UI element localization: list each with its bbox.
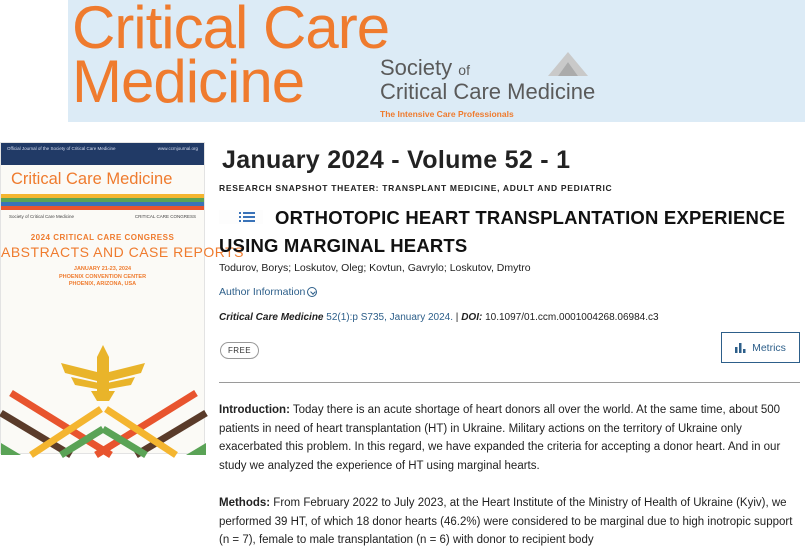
introduction-label: Introduction: bbox=[219, 404, 290, 416]
doi-label: DOI: bbox=[461, 312, 483, 323]
citation-journal: Critical Care Medicine bbox=[219, 312, 324, 323]
article-title-text: ORTHOTOPIC HEART TRANSPLANTATION EXPERIENCE USING MARGINAL HEARTS bbox=[219, 207, 786, 256]
cover-congress-title: 2024 CRITICAL CARE CONGRESS bbox=[30, 232, 175, 242]
sccm-society: Society bbox=[380, 55, 453, 80]
cover-abstracts-title: ABSTRACTS AND CASE REPORTS bbox=[1, 243, 245, 260]
article-title bbox=[219, 204, 799, 260]
cover-color-stripes bbox=[1, 194, 204, 210]
free-access-badge: FREE bbox=[220, 342, 259, 359]
methods-text: From February 2022 to July 2023, at the Heart Institute of the Ministry of Health of Ukraine (Kyiv), we performed 39 HT, of which 18 donor hearts (46.2%) were considered to be marginal due to high inotropic support (n = 7), female to male transplantation (n = 6) with donor to recipient body bbox=[219, 497, 793, 546]
methods-label: Methods: bbox=[219, 497, 271, 509]
issue-heading[interactable]: January 2024 - Volume 52 - 1 bbox=[222, 146, 571, 174]
introduction-paragraph bbox=[219, 401, 802, 475]
metrics-button[interactable] bbox=[721, 332, 800, 363]
article-title-block bbox=[219, 204, 799, 260]
journal-banner[interactable] bbox=[68, 0, 805, 122]
cover-dates-line2: PHOENIX CONVENTION CENTER bbox=[58, 273, 147, 280]
cover-sccm-right: CRITICAL CARE CONGRESS bbox=[134, 213, 196, 219]
article-list-icon bbox=[219, 210, 263, 224]
cover-official-text: Official Journal of the Society of Critical Care Medicine bbox=[7, 146, 116, 151]
citation-separator: | bbox=[453, 312, 462, 323]
journal-logo-line2: Medicine bbox=[72, 48, 305, 115]
cover-top-bar bbox=[1, 143, 204, 165]
sccm-triangle-icon bbox=[546, 50, 590, 80]
doi-value[interactable]: 10.1097/01.ccm.0001004268.06984.c3 bbox=[482, 312, 659, 323]
cover-dates bbox=[1, 266, 204, 289]
cover-sccm-row bbox=[1, 210, 204, 223]
cover-sccm-left: Society of Critical Care Medicine bbox=[9, 213, 75, 219]
author-information-toggle[interactable] bbox=[219, 286, 317, 298]
cover-title: Critical Care Medicine bbox=[11, 170, 173, 188]
sccm-name: Critical Care Medicine bbox=[380, 79, 596, 104]
article-authors: Todurov, Borys; Loskutov, Oleg; Kovtun, Gavrylo; Loskutov, Dmytro bbox=[219, 262, 531, 274]
cover-dates-line3: PHOENIX, ARIZONA, USA bbox=[68, 281, 137, 288]
bar-chart-icon bbox=[735, 343, 746, 353]
introduction-text: Today there is an acute shortage of heart donors all over the world. At the same time, about 500 patients in need of heart transplantation (HT) in Ukraine. Military actions on the territory of Ukraine only exacerbated this problem. In this regard, we have expanded the criteria for accepting a donor heart. And in our study we analyzed the experience of HT using marginal hearts. bbox=[219, 404, 781, 472]
journal-logo-line1: Critical Care bbox=[72, 0, 390, 61]
author-information-label[interactable]: Author Information bbox=[219, 286, 306, 298]
cover-website-text: www.ccmjournal.org bbox=[157, 146, 198, 151]
sccm-tagline: The Intensive Care Professionals bbox=[380, 109, 514, 119]
citation-issue-link[interactable]: 52(1):p S735, January 2024. bbox=[326, 312, 454, 323]
cover-phoenix-artwork bbox=[1, 343, 206, 455]
cover-dates-line1: JANUARY 21-23, 2024 bbox=[73, 265, 132, 272]
article-section-label: RESEARCH SNAPSHOT THEATER: TRANSPLANT MEDICINE, ADULT AND PEDIATRIC bbox=[219, 183, 613, 193]
section-divider bbox=[219, 382, 800, 383]
chevron-down-icon[interactable] bbox=[307, 287, 317, 297]
sccm-of: of bbox=[458, 62, 470, 78]
metrics-label[interactable]: Metrics bbox=[752, 341, 786, 354]
article-citation bbox=[219, 312, 659, 323]
methods-paragraph bbox=[219, 494, 802, 550]
